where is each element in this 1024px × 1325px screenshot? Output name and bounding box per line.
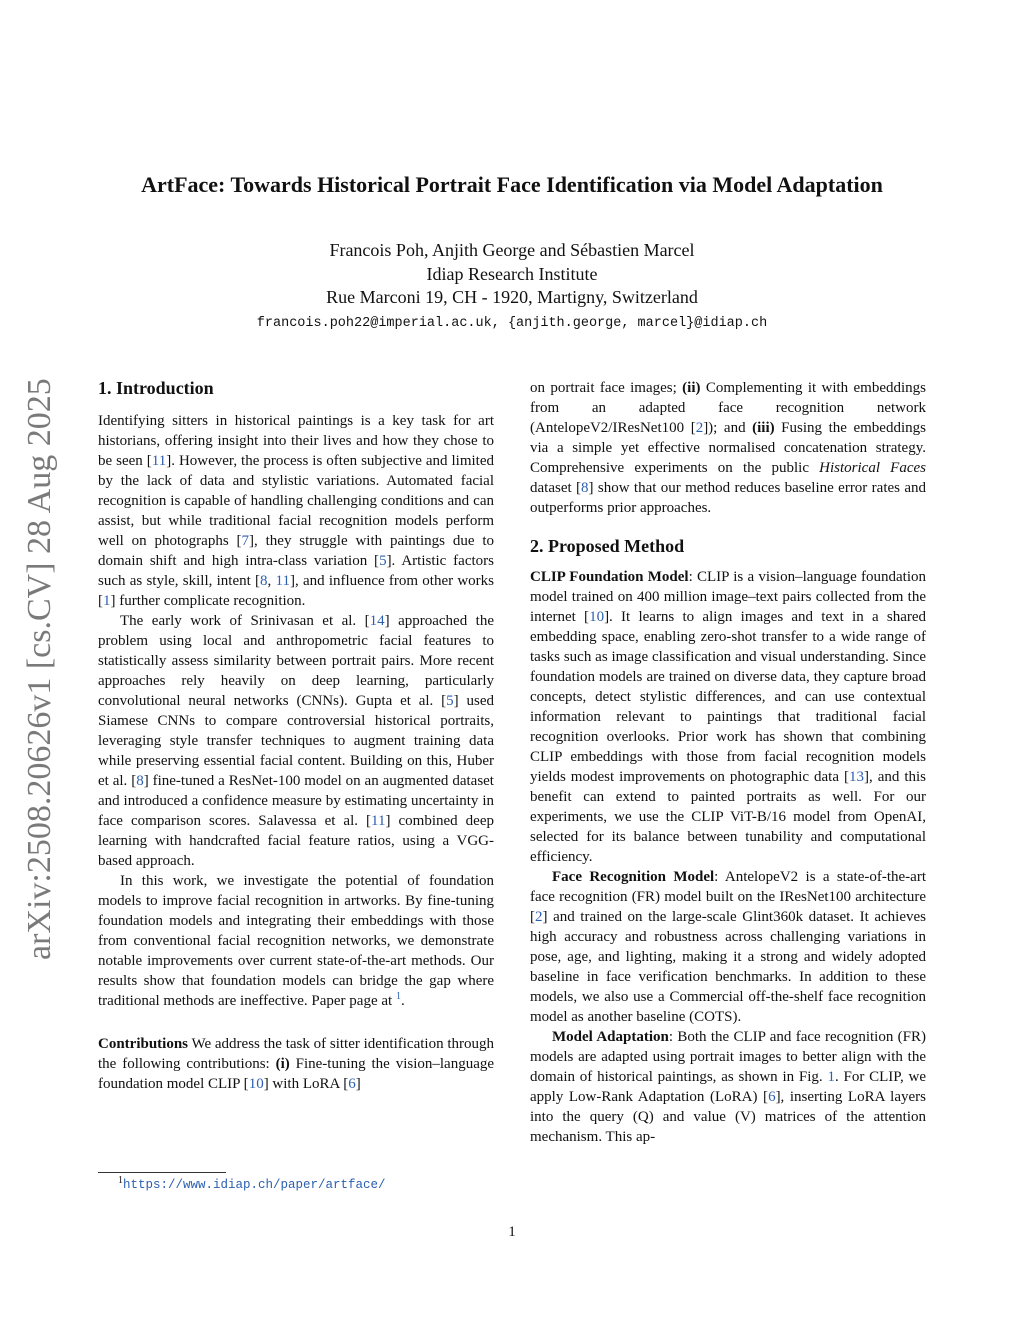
footnote-mark-link[interactable]: 1	[395, 991, 401, 1002]
citation-link[interactable]: 8	[136, 773, 144, 789]
text-span: Complementing it with embeddings from an adapted face recognition network (AntelopeV2/IResNet100 [	[530, 380, 926, 436]
dataset-name: Historical Faces	[819, 460, 926, 476]
contributions-continued	[530, 378, 926, 518]
text-span: ] further complicate recognition.	[110, 593, 306, 609]
roman-numeral: (i)	[275, 1056, 290, 1072]
paragraph-label: CLIP Foundation Model	[530, 569, 689, 585]
text-span: Fine-tuning the vision–language foundation model CLIP [	[98, 1056, 495, 1092]
intro-paragraph-3	[98, 871, 494, 1011]
roman-numeral: (ii)	[682, 380, 701, 396]
citation-link[interactable]: 5	[446, 693, 454, 709]
text-span: : Both the CLIP and face recognition (FR) models are adapted using portrait images to better align with the domain of historical paintings, as shown in Fig.	[530, 1029, 927, 1085]
text-span: ] and trained on the large-scale Glint360k dataset. It achieves high accuracy and robustness across challenging variations in pose, age, and lighting, making it a strong and widely adopted baseline in face verification benchmarks. In addition to these models, we also use a Commercial off-the-shelf face recognition model as another baseline (COTS).	[530, 909, 926, 1025]
text-span: ]. Artistic factors such as style, skill, intent [	[98, 553, 494, 589]
citation-link[interactable]: 11	[151, 453, 167, 469]
citation-link[interactable]: 8	[581, 480, 589, 496]
contributions-label: Contributions	[98, 1036, 189, 1052]
text-span: ,	[267, 573, 276, 589]
text-span: ] with LoRA [	[263, 1076, 349, 1092]
citation-link[interactable]: 14	[369, 613, 385, 629]
roman-numeral: (iii)	[752, 420, 775, 436]
citation-link[interactable]: 10	[248, 1076, 264, 1092]
intro-paragraph-2	[98, 611, 494, 871]
intro-paragraph-1	[98, 411, 494, 611]
citation-link[interactable]: 1	[103, 593, 111, 609]
citation-link[interactable]: 8	[260, 573, 268, 589]
citation-link[interactable]: 2	[535, 909, 543, 925]
page-number: 1	[508, 1224, 516, 1240]
text-span: : CLIP is a vision–language foundation model trained on 400 million image–text pairs collected from the internet [	[530, 569, 926, 625]
citation-link[interactable]: 11	[371, 813, 386, 829]
text-span: ], and influence from other works [	[98, 573, 495, 609]
right-column	[530, 378, 926, 1147]
figure-link[interactable]: 1	[827, 1069, 835, 1085]
text-span: ] approached the problem using local and anthropometric facial features to statistically assess similarity between portrait pairs. More recent approaches rely heavily on deep learning, particularly convolutional neural networks (CNNs). Gupta et al. [	[98, 613, 495, 709]
text-span: . For CLIP, we apply Low-Rank Adaptation (LoRA) [	[530, 1069, 926, 1105]
text-span: .	[400, 993, 405, 1009]
citation-link[interactable]: 2	[695, 420, 704, 436]
text-span: ], inserting LoRA layers into the query (Q) and value (V) matrices of the attention mechanism. This ap-	[530, 1089, 926, 1145]
text-span: dataset [	[530, 480, 582, 496]
citation-link[interactable]: 6	[768, 1089, 776, 1105]
footnote-url-link[interactable]: https://www.idiap.ch/paper/artface/	[123, 1178, 386, 1192]
paper-title: ArtFace: Towards Historical Portrait Face Identification via Model Adaptation	[141, 172, 883, 197]
text-span: In this work, we investigate the potential of foundation models to improve facial recognition in artworks. By fine-tuning foundation models and integrating their embeddings with those from conventional facial recognition networks, we demonstrate notable improvements over current state-of-the-art methods. Our results show that foundation models can bridge the gap where traditional methods are ineffective. Paper page at	[98, 873, 494, 1009]
text-span: Identifying sitters in historical paintings is a key task for art historians, offering insight into their lives and how they chose to be seen [	[98, 413, 494, 469]
clip-paragraph	[530, 567, 926, 867]
text-span: ] used Siamese CNNs to compare controversial historical portraits, leveraging style transfer techniques to augment training data while preserving essential facial content. Building on this, Huber et al. [	[98, 693, 494, 789]
footnote	[118, 1177, 386, 1192]
paragraph-label: Face Recognition Model	[552, 869, 715, 885]
text-span: on portrait face images;	[530, 380, 683, 396]
footnote-divider	[98, 1172, 226, 1173]
footnote-mark: 1	[118, 1175, 123, 1186]
text-span: We address the task of sitter identification through the following contributions:	[98, 1036, 494, 1072]
spacer	[98, 1011, 494, 1034]
institution: Idiap Research Institute	[426, 264, 598, 284]
citation-link[interactable]: 11	[275, 573, 290, 589]
address: Rue Marconi 19, CH - 1920, Martigny, Switzerland	[326, 287, 698, 307]
author-list: Francois Poh, Anjith George and Sébastien Marcel	[329, 240, 695, 260]
text-span: The early work of Srinivasan et al. [	[120, 613, 370, 629]
text-span: ]	[355, 1076, 361, 1092]
contributions-paragraph	[98, 1034, 494, 1094]
section-heading-proposed-method: 2. Proposed Method	[530, 536, 685, 556]
citation-link[interactable]: 7	[241, 533, 250, 549]
text-span: ] fine-tuned a ResNet-100 model on an augmented dataset and introduced a confidence measure by estimating uncertainty in face comparison scores. Salavessa et al. [	[98, 773, 494, 829]
text-span: ]); and	[703, 420, 753, 436]
paragraph-label: Model Adaptation	[552, 1029, 669, 1045]
left-column	[98, 378, 494, 1094]
face-recognition-paragraph	[530, 867, 926, 1027]
citation-link[interactable]: 5	[379, 553, 387, 569]
text-span: ], they struggle with paintings due to domain shift and high intra-class variation [	[98, 533, 495, 569]
text-span: ]. However, the process is often subjective and limited by the lack of data and stylistic variations. Automated facial recognition is capable of handling challenging conditions and can assist, but while traditional facial recognition models perform well on photographs [	[98, 453, 494, 549]
text-span: ]. It learns to align images and text in a shared embedding space, enabling zero-shot transfer to a wide range of tasks such as image classification and visual understanding. Since foundation models are trained on diverse data, they capture broad concepts, detect stylistic differences, and can use contextual information relevant to paintings that traditional facial recognition overlooks. Prior work has shown that combining CLIP embeddings with those from facial recognition models yields modest improvements on photographic data [	[530, 609, 927, 785]
citation-link[interactable]: 6	[348, 1076, 356, 1092]
text-span: Fusing the embeddings via a simple yet effective normalised concatenation strategy. Comprehensive experiments on the public	[530, 420, 926, 476]
citation-link[interactable]: 10	[589, 609, 605, 625]
author-emails[interactable]: francois.poh22@imperial.ac.uk, {anjith.george, marcel}@idiap.ch	[256, 316, 768, 331]
text-span: ] combined deep learning with handcrafted facial feature ratios, using a VGG-based approach.	[98, 813, 494, 869]
text-span: ], and this benefit can extend to painted portraits as well. For our experiments, we use the CLIP ViT-B/16 model from OpenAI, selected for its balance between tunability and computational efficiency.	[530, 769, 926, 865]
citation-link[interactable]: 13	[848, 769, 864, 785]
text-span: ] show that our method reduces baseline error rates and outperforms prior approaches.	[530, 480, 927, 516]
model-adaptation-paragraph	[530, 1027, 926, 1147]
text-span: : AntelopeV2 is a state-of-the-art face recognition (FR) model built on the IResNet100 architecture [	[530, 869, 926, 925]
section-heading-introduction: 1. Introduction	[98, 378, 214, 398]
arxiv-identifier[interactable]: arXiv:2508.20626v1 [cs.CV] 28 Aug 2025	[21, 378, 58, 960]
